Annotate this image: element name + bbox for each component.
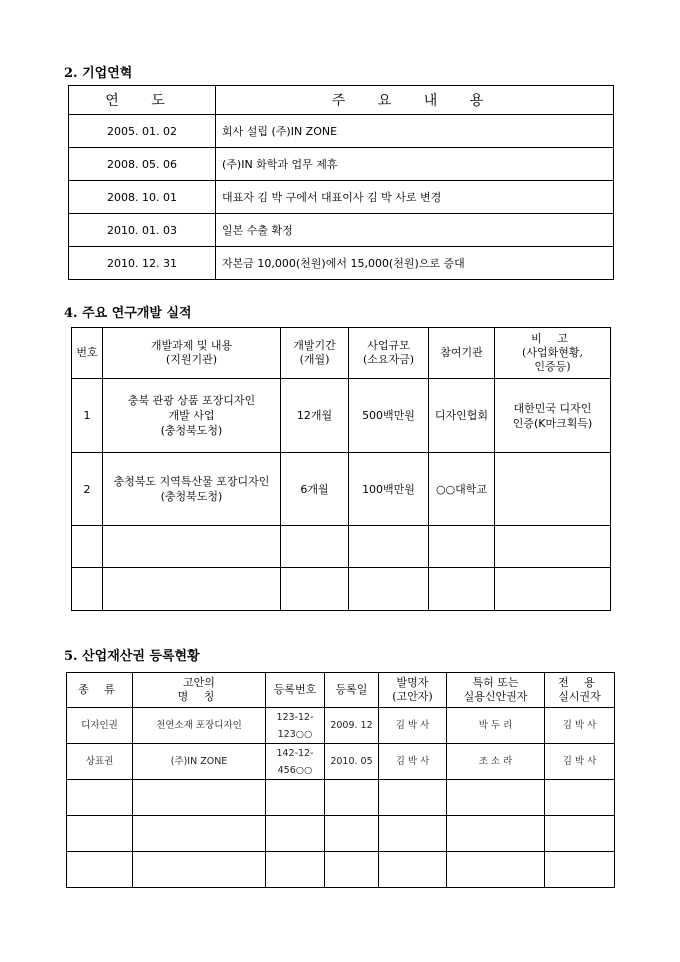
ip-name: 천연소재 포장디자인 [133, 708, 266, 744]
ip-reg-date: 2009. 12 [325, 708, 379, 744]
table-row [67, 708, 615, 744]
table-row [67, 744, 615, 780]
table-row [69, 148, 614, 181]
ip-patent-holder: 조 소 라 [447, 744, 545, 780]
section-title-history: 2. 기업연혁 [64, 66, 133, 81]
header-date: 연 도 [69, 86, 216, 115]
ip-inventor: 김 박 사 [379, 708, 447, 744]
rnd-period: 12개월 [281, 379, 349, 453]
rnd-note: 대한민국 디자인 인증(K마크획득) [495, 379, 611, 453]
table-row [69, 115, 614, 148]
table-row [69, 181, 614, 214]
ip-type: 디자인권 [67, 708, 133, 744]
table-header-row [69, 86, 614, 115]
ip-exclusive: 김 박 사 [545, 708, 615, 744]
ip-exclusive: 김 박 사 [545, 744, 615, 780]
history-date: 2008. 05. 06 [69, 148, 216, 181]
section-title-ip: 5. 산업재산권 등록현황 [64, 649, 200, 664]
table-row-empty [67, 852, 615, 888]
header-inventor: 발명자 (고안자) [379, 673, 447, 708]
history-content: 회사 설립 (주)IN ZONE [216, 115, 614, 148]
table-row-empty [67, 816, 615, 852]
rnd-results-table [71, 327, 611, 611]
rnd-org: 디자인협회 [429, 379, 495, 453]
history-date: 2010. 01. 03 [69, 214, 216, 247]
header-scale: 사업규모 (소요자금) [349, 328, 429, 379]
rnd-note [495, 453, 611, 526]
table-row-empty [72, 526, 611, 568]
header-note: 비 고 (사업화현황, 인증등) [495, 328, 611, 379]
history-content: 일본 수출 확정 [216, 214, 614, 247]
history-date: 2005. 01. 02 [69, 115, 216, 148]
section-title-rnd: 4. 주요 연구개발 실적 [64, 306, 192, 321]
header-period: 개발기간 (개월) [281, 328, 349, 379]
header-reg-date: 등록일 [325, 673, 379, 708]
table-row [69, 247, 614, 280]
rnd-task: 충북 관광 상품 포장디자인 개발 사업 (충청북도청) [103, 379, 281, 453]
rnd-no: 1 [72, 379, 103, 453]
ip-reg-date: 2010. 05 [325, 744, 379, 780]
header-exclusive: 전 용 실시권자 [545, 673, 615, 708]
rnd-scale: 100백만원 [349, 453, 429, 526]
table-header-row [72, 328, 611, 379]
header-no: 번호 [72, 328, 103, 379]
table-row-empty [72, 568, 611, 611]
header-type: 종 류 [67, 673, 133, 708]
rnd-org: ○○대학교 [429, 453, 495, 526]
ip-reg-no: 142-12- 456○○ [266, 744, 325, 780]
history-content: (주)IN 화학과 업무 제휴 [216, 148, 614, 181]
ip-patent-holder: 박 두 리 [447, 708, 545, 744]
rnd-no: 2 [72, 453, 103, 526]
header-org: 참여기관 [429, 328, 495, 379]
table-row [72, 453, 611, 526]
header-patent-holder: 특허 또는 실용신안권자 [447, 673, 545, 708]
ip-inventor: 김 박 사 [379, 744, 447, 780]
company-history-table [68, 85, 614, 280]
header-content: 주 요 내 용 [216, 86, 614, 115]
rnd-task: 충청북도 지역특산물 포장디자인 (충청북도청) [103, 453, 281, 526]
ip-type: 상표권 [67, 744, 133, 780]
header-reg-no: 등록번호 [266, 673, 325, 708]
header-task: 개발과제 및 내용 (지원기관) [103, 328, 281, 379]
header-name: 고안의 명 칭 [133, 673, 266, 708]
ip-reg-no: 123-12- 123○○ [266, 708, 325, 744]
table-row [69, 214, 614, 247]
rnd-period: 6개월 [281, 453, 349, 526]
rnd-scale: 500백만원 [349, 379, 429, 453]
history-content: 대표자 김 박 구에서 대표이사 김 박 사로 변경 [216, 181, 614, 214]
history-date: 2008. 10. 01 [69, 181, 216, 214]
ip-registration-table [66, 672, 615, 888]
history-content: 자본금 10,000(천원)에서 15,000(천원)으로 증대 [216, 247, 614, 280]
table-row [72, 379, 611, 453]
table-row-empty [67, 780, 615, 816]
table-header-row [67, 673, 615, 708]
ip-name: (주)IN ZONE [133, 744, 266, 780]
history-date: 2010. 12. 31 [69, 247, 216, 280]
